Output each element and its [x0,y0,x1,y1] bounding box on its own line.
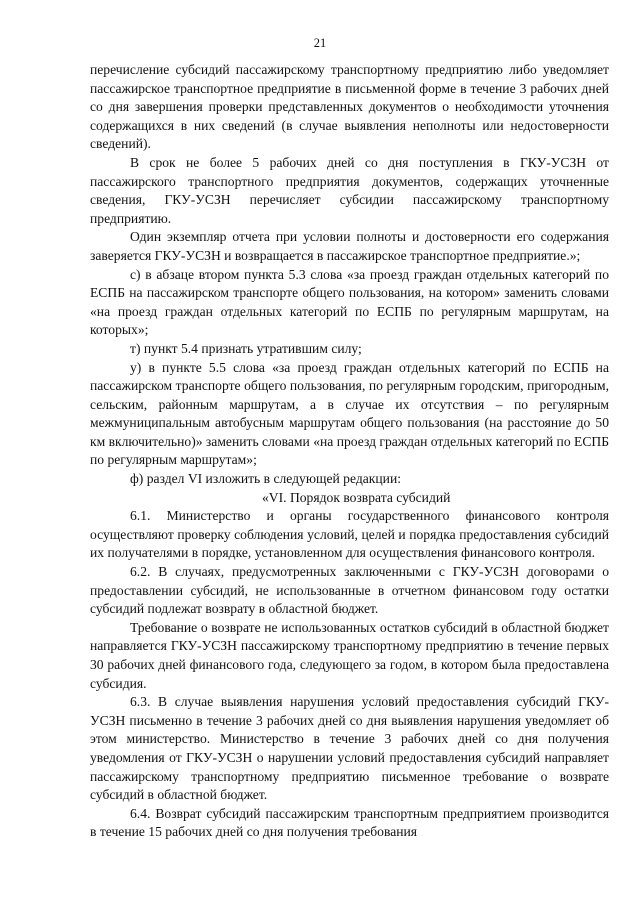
paragraph-remittance-continuation: перечисление субсидий пассажирскому транспортному предприятию либо уведомляет пассажирское транспортное предприятие в письменной форме в течение 3 рабочих дней со дня завершения проверки представленных документов о необходимости уточнения содержащихся в них сведений (в случае выявления неполноты или недостоверности сведений). [90,62,609,152]
page-number: 21 [313,36,327,50]
paragraph-report-copy: Один экземпляр отчета при условии полноты и достоверности его содержания заверяется ГКУ-УСЗН и возвращается в пассажирское транспортное предприятие.»; [90,229,609,263]
paragraph-6-3: 6.3. В случае выявления нарушения условий предоставления субсидий ГКУ-УСЗН письменно в течение 3 рабочих дней со дня выявления нарушения уведомляет об этом министерство. Министерство в течение 3 рабочих дней со дня получения уведомления от ГКУ-УСЗН о нарушении условий предоставления субсидий направляет пассажирскому транспортному предприятию письменное требование о возврате субсидий в областной бюджет. [90,694,609,803]
paragraph-return-demand: Требование о возврате не использованных остатков субсидий в областной бюджет направляется ГКУ-УСЗН пассажирскому транспортному предприятию в течение первых 30 рабочих дней финансового года, следующего за годом, в котором была предоставлена субсидия. [90,619,609,691]
paragraph-item-s: с) в абзаце втором пункта 5.3 слова «за проезд граждан отдельных категорий по ЕСПБ на пассажирском транспорте общего пользования, на котором» заменить словами «на проезд граждан отдельных категорий по ЕСПБ по регулярным маршрутам, на которых»; [90,266,609,338]
section-heading: «VI. Порядок возврата субсидий [262,489,451,505]
paragraph-clarified-info: В срок не более 5 рабочих дней со дня поступления в ГКУ-УСЗН от пассажирского транспортного предприятия документов, содержащих уточненные сведения, ГКУ-УСЗН перечисляет субсидии пассажирскому транспортному предприятию. [90,154,609,226]
paragraph-6-2: 6.2. В случаях, предусмотренных заключенными с ГКУ-УСЗН договорами о предоставлении субсидий, не использованные в отчетном финансовом году остатки субсидий подлежат возврату в областной бюджет. [90,564,609,617]
paragraph-item-f: ф) раздел VI изложить в следующей редакции: [130,471,401,487]
paragraph-item-t: т) пункт 5.4 признать утратившим силу; [130,340,362,356]
paragraph-6-1: 6.1. Министерство и органы государственного финансового контроля осуществляют проверку соблюдения условий, целей и порядка предоставления субсидий их получателями в порядке, установленном для осуществления финансового контроля. [90,508,609,561]
paragraph-6-4: 6.4. Возврат субсидий пассажирским транспортным предприятием производится в течение 15 рабочих дней со дня получения требования [90,805,609,840]
paragraph-item-u: у) в пункте 5.5 слова «за проезд граждан отдельных категорий по ЕСПБ на пассажирском транспорте общего пользования, по регулярным городским, пригородным, сельским, районным маршрутам, а в случае их отсутствия – по регулярным межмуниципальным автобусным маршрутам общего пользования (на расстояние до 50 км включительно)» заменить словами «на проезд граждан отдельных категорий по ЕСПБ по регулярным маршрутам»; [90,359,610,468]
document-body [90,61,609,842]
